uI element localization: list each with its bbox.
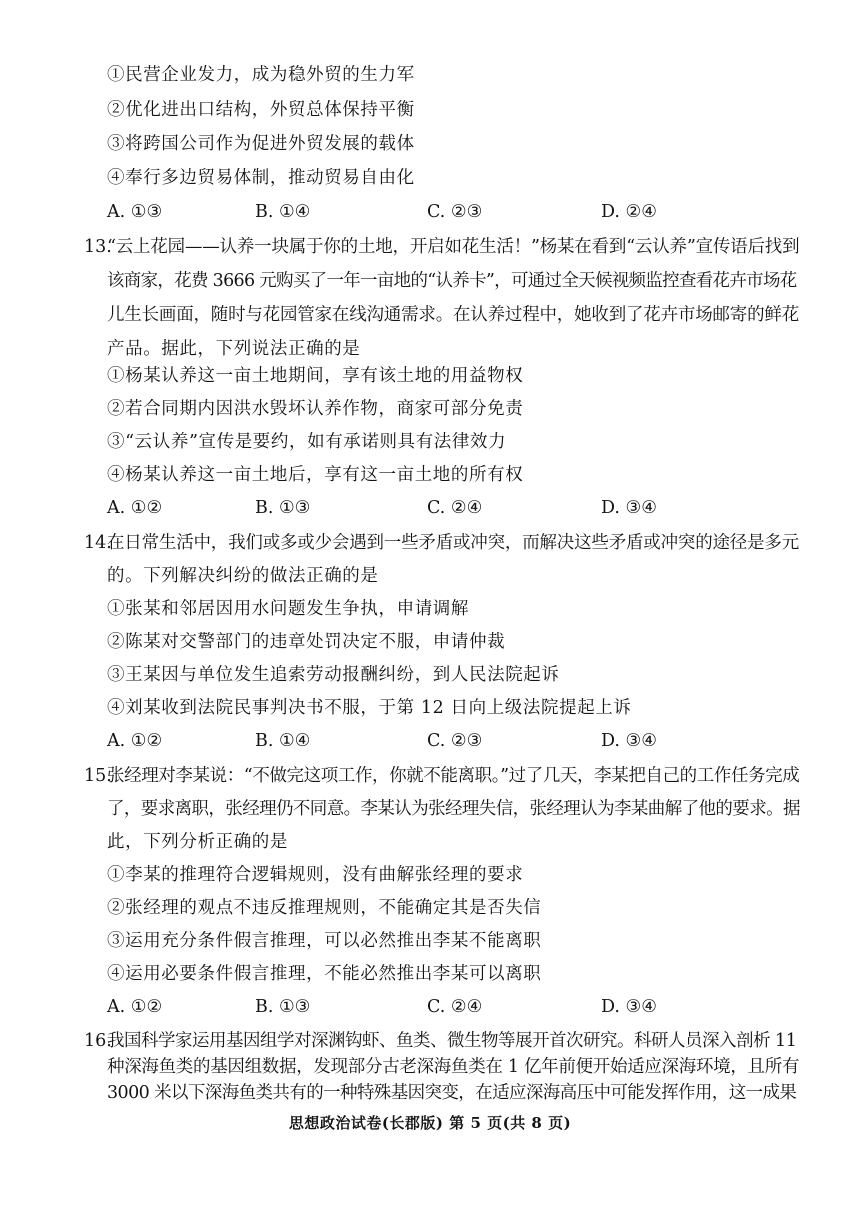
q16-stem-line-2: 种深海鱼类的基因组数据，发现部分古老深海鱼类在 1 亿年前便开始适应深海环境，且所有: [107, 1057, 800, 1077]
q13-option-a: A. ①②: [107, 498, 163, 518]
q16-number: 16.: [84, 1031, 112, 1051]
q12-option-b: B. ①④: [255, 202, 311, 222]
page-footer: 思想政治试卷(长郡版) 第 5 页(共 8 页): [288, 1114, 572, 1132]
q14-stem-line-2: 的。下列解决纠纷的做法正确的是: [107, 566, 379, 586]
q16-stem-line-1: 我国科学家运用基因组学对深渊钩虾、鱼类、微生物等展开首次研究。科研人员深入剖析 11: [107, 1031, 797, 1051]
q14-option-b: B. ①④: [255, 731, 311, 751]
q15-option-d: D. ③④: [601, 997, 657, 1017]
q15-option-a: A. ①②: [107, 997, 163, 1017]
q16-stem-line-3: 3000 米以下深海鱼类共有的一种特殊基因突变，在适应深海高压中可能发挥作用，这一成果: [107, 1083, 797, 1103]
q15-stem-line-1: 张经理对李某说：“不做完这项工作，你就不能离职。”过了几天，李某把自己的工作任务完成: [107, 766, 800, 786]
q14-number: 14.: [84, 533, 112, 553]
q13-statement-1: ①杨某认养这一亩土地期间，享有该土地的用益物权: [107, 366, 524, 386]
q15-number: 15.: [84, 766, 112, 786]
q14-option-d: D. ③④: [601, 731, 657, 751]
q14-option-c: C. ②③: [427, 731, 483, 751]
q13-stem-line-1: “云上花园——认养一块属于你的土地，开启如花生活！”杨某在看到“云认养”宣传语后找到: [107, 237, 800, 257]
q12-statement-1: ①民营企业发力，成为稳外贸的生力军: [107, 65, 415, 85]
q15-statement-4: ④运用必要条件假言推理，不能必然推出李某可以离职: [107, 964, 542, 984]
q12-option-a: A. ①③: [107, 202, 163, 222]
q15-option-c: C. ②④: [427, 997, 483, 1017]
q15-statement-3: ③运用充分条件假言推理，可以必然推出李某不能离职: [107, 931, 542, 951]
q13-number: 13.: [84, 237, 112, 257]
q15-stem-line-2: 了，要求离职，张经理仍不同意。李某认为张经理失信，张经理认为李某曲解了他的要求。据: [107, 799, 800, 819]
q14-statement-4: ④刘某收到法院民事判决书不服，于第 12 日向上级法院提起上诉: [107, 698, 632, 718]
q13-option-c: C. ②④: [427, 498, 483, 518]
q13-option-d: D. ③④: [601, 498, 657, 518]
q13-statement-2: ②若合同期内因洪水毁坏认养作物，商家可部分免责: [107, 399, 524, 419]
q14-statement-2: ②陈某对交警部门的违章处罚决定不服，申请仲裁: [107, 632, 506, 652]
q15-statement-1: ①李某的推理符合逻辑规则，没有曲解张经理的要求: [107, 865, 524, 885]
q12-statement-2: ②优化进出口结构，外贸总体保持平衡: [107, 100, 415, 120]
q12-option-d: D. ②④: [601, 202, 657, 222]
q15-stem-line-3: 此，下列分析正确的是: [107, 832, 288, 852]
q13-statement-3: ③“云认养”宣传是要约，如有承诺则具有法律效力: [107, 432, 507, 452]
q13-stem-line-3: 儿生长画面，随时与花园管家在线沟通需求。在认养过程中，她收到了花卉市场邮寄的鲜花: [107, 305, 799, 325]
q15-option-b: B. ①③: [255, 997, 311, 1017]
q14-statement-1: ①张某和邻居因用水问题发生争执，申请调解: [107, 599, 469, 619]
q13-stem-line-2: 该商家，花费 3666 元购买了一年一亩地的“认养卡”，可通过全天候视频监控查看花卉市场花: [107, 271, 797, 291]
q14-statement-3: ③王某因与单位发生追索劳动报酬纠纷，到人民法院起诉: [107, 665, 560, 685]
q14-stem-line-1: 在日常生活中，我们或多或少会遇到一些矛盾或冲突，而解决这些矛盾或冲突的途径是多元: [107, 533, 799, 553]
q15-statement-2: ②张经理的观点不违反推理规则，不能确定其是否失信: [107, 898, 542, 918]
q12-statement-4: ④奉行多边贸易体制，推动贸易自由化: [107, 168, 415, 188]
q14-option-a: A. ①②: [107, 731, 163, 751]
q13-statement-4: ④杨某认养这一亩土地后，享有这一亩土地的所有权: [107, 465, 524, 485]
q12-option-c: C. ②③: [427, 202, 483, 222]
q13-stem-line-4: 产品。据此，下列说法正确的是: [107, 339, 361, 359]
q12-statement-3: ③将跨国公司作为促进外贸发展的载体: [107, 134, 415, 154]
q13-option-b: B. ①③: [255, 498, 311, 518]
